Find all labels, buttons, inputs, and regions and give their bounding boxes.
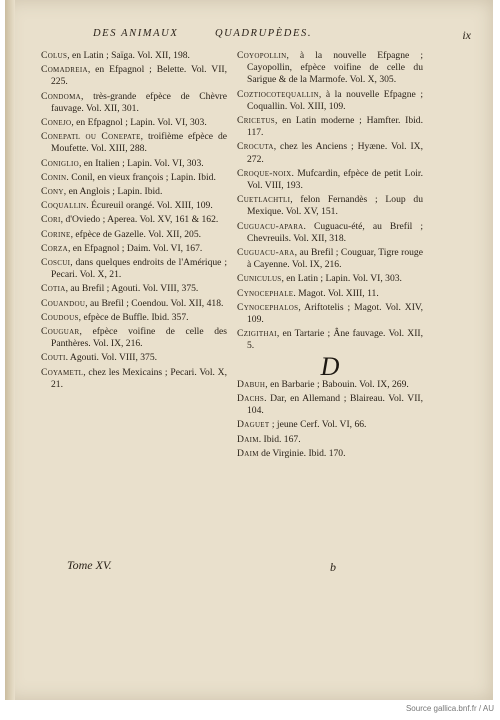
entry-text: , d'Oviedo ; Aperea. Vol. XV, 161 & 162. [60,214,219,226]
entry-headword: Couguar [41,326,80,338]
entry-headword: Crocuta [237,141,274,153]
index-entry [41,298,227,310]
entry-headword: Cuniculus [237,273,282,285]
entry-text: . Conil, en vieux françois ; Lapin. Ibid. [66,171,216,183]
entry-text: . Cuguacu-été, au Brefil ; Chevreuils. Vol. XII, 318. [247,220,423,244]
index-entry [41,64,227,88]
index-entry [237,50,423,87]
index-entry [41,186,227,198]
index-entry [41,131,227,155]
entry-headword: Coniglio [41,157,79,169]
entry-text: , en Efpagnol ; Daim. Vol. VI, 167. [67,242,203,254]
right-column [237,50,423,462]
entry-headword: Cynocephale [237,287,294,299]
entry-text: ; jeune Cerf. Vol. VI, 66. [269,419,367,431]
page-spine [5,0,15,700]
index-entry [237,115,423,139]
header-left: DES ANIMAUX [93,28,179,39]
gathering-signature: b [330,560,336,574]
entry-text: , au Brefil ; Agouti. Vol. VIII, 375. [65,283,199,295]
entry-headword: Coudous [41,311,79,323]
index-entry [237,247,423,271]
index-entry [41,117,227,129]
entry-headword: Cuguacu-ara [237,247,295,259]
index-entry [41,50,227,62]
entry-headword: Corine [41,228,71,240]
index-entry [41,352,227,364]
entry-headword: Dachs [237,393,265,405]
index-entry [41,214,227,226]
right-column-c-entries [237,50,423,353]
header-right: QUADRUPÈDES. [215,28,313,39]
index-entry [237,448,423,460]
index-entry [41,312,227,324]
entry-headword: Daim [237,447,259,459]
entry-text: , à la nouvelle Efpagne ; Coquallin. Vol. XIII, 109. [247,88,423,112]
entry-headword: Cuetlachtli [237,194,291,206]
entry-text: , efpèce de Gazelle. Vol. XII, 205. [70,228,202,240]
entry-headword: Coquallin [41,200,87,212]
entry-headword: Cony [41,186,64,198]
entry-headword: Coyopollin [237,50,287,61]
entry-text: , en Latin ; Lapin. Vol. VI, 303. [281,273,402,285]
entry-text: , en Anglois ; Lapin. Ibid. [63,186,163,198]
entry-headword: Cori [41,214,61,226]
entry-headword: Dabuh [237,378,266,390]
index-entry [41,367,227,391]
entry-text: , en Tartarie ; Âne fauvage. Vol. XII, 5. [247,328,423,352]
entry-headword: Czigithai [237,328,277,340]
entry-text: , en Italien ; Lapin. Vol. VI, 303. [78,157,204,169]
index-entry [41,257,227,281]
entry-headword: Conejo [41,117,72,129]
index-entry [41,326,227,350]
index-entry [237,194,423,218]
entry-text: . Mufcardin, efpèce de petit Loir. Vol. VIII, 193. [247,167,423,192]
entry-text: , chez les Mexicains ; Pecari. Vol. X, 21. [51,366,227,390]
index-entry [41,200,227,212]
index-entry [237,141,423,165]
source-credit: Source gallica.bnf.fr / AU [405,704,494,713]
entry-text: , en Latin moderne ; Hamfter. Ibid. 117. [247,115,423,139]
running-header [5,28,493,46]
entry-headword: Couti [41,352,66,364]
entry-headword: Conin [41,171,67,183]
entry-text: , en Latin ; Saïga. Vol. XII, 198. [67,50,190,61]
index-entry [237,419,423,431]
book-page [5,0,493,700]
index-entry [41,283,227,295]
entry-text: , troifième efpèce de Moufette. Vol. XIII, 288. [51,131,228,155]
index-entry [41,91,227,115]
entry-headword: Comadreia [41,64,88,76]
entry-text: , en Barbarie ; Babouin. Vol. IX, 269. [265,378,409,390]
entry-headword: Cotia [41,283,66,295]
entry-text: . Dar, en Allemand ; Blaireau. Vol. VII, 104. [247,393,423,417]
index-entry [237,302,423,326]
entry-text: , Ariftotelis ; Magot. Vol. XIV, 109. [247,301,423,326]
entry-text: , felon Fernandès ; Loup du Mexique. Vol. XV, 151. [247,194,423,218]
entry-text: , en Efpagnol ; Belette. Vol. VII, 225. [51,64,227,88]
entry-text: . Ibid. 167. [258,433,301,445]
index-entry [237,434,423,446]
entry-headword: Coztiocotequallin [237,88,319,100]
entry-headword: Colus [41,50,68,61]
index-entry [237,168,423,192]
entry-text: . Écureuil orangé. Vol. XIII, 109. [86,200,213,212]
left-column [41,50,227,393]
entry-headword: Daim [237,433,259,445]
entry-text: , à la nouvelle Efpagne ; Cayopollin, efpèce voifine de celle du Sarigue & de la Marmofe. Vol. X, 305. [247,50,423,86]
index-entry [237,221,423,245]
entry-headword: Coyametl [41,366,84,378]
entry-headword: Coscui [41,257,71,269]
index-entry [41,172,227,184]
entry-text: , efpèce voifine de celle des Panthères. Vol. IX, 216. [51,326,227,350]
entry-headword: Cuguacu-apara [237,220,304,232]
index-entry [41,243,227,255]
entry-text: , dans quelques endroits de l'Amérique ; Pecari. Vol. X, 21. [51,257,227,281]
page-number: ix [462,28,471,42]
entry-text: . Magot. Vol. XIII, 11. [293,287,379,299]
index-entry [237,379,423,391]
index-entry [41,158,227,170]
volume-signature: Tome XV. [67,558,112,572]
index-entry [237,328,423,352]
entry-text: de Virginie. Ibid. 170. [258,447,346,459]
index-entry [41,229,227,241]
entry-text: , efpèce de Buffle. Ibid. 357. [78,311,189,323]
index-entry [237,288,423,300]
entry-headword: Corza [41,242,68,254]
entry-text: , au Brefil ; Couguar, Tigre rouge à Cayenne. Vol. IX, 216. [247,247,423,271]
entry-text: , chez les Anciens ; Hyæne. Vol. IX, 272. [247,141,423,165]
index-entry [237,89,423,113]
entry-headword: Croque-noix [237,167,292,179]
entry-headword: Cricetus [237,115,275,127]
entry-text: , au Brefil ; Coendou. Vol. XII, 418. [85,297,224,309]
entry-text: , très-grande efpèce de Chèvre fauvage. Vol. XII, 301. [51,90,227,114]
entry-text: , en Efpagnol ; Lapin. Vol. VI, 303. [71,117,207,129]
entry-headword: Couandou [41,297,86,309]
right-column-d-entries [237,379,423,460]
entry-headword: Conepatl ou Conepate [41,131,141,143]
entry-headword: Daguet [237,419,270,431]
index-entry [237,393,423,417]
entry-headword: Cynocephalos [237,301,299,313]
entry-text: . Agouti. Vol. VIII, 375. [65,352,158,364]
index-entry [237,273,423,285]
section-letter: D [320,351,340,381]
entry-headword: Condoma [41,90,81,102]
